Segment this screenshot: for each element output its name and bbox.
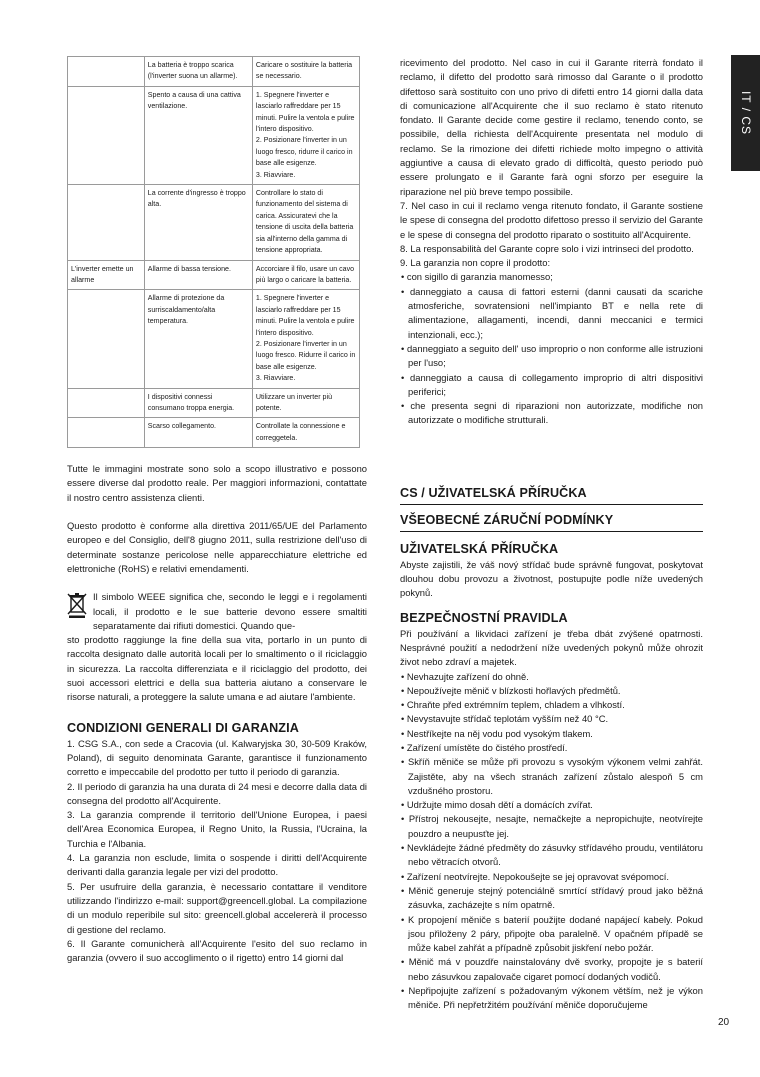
language-tab-label: IT / CS <box>738 90 753 136</box>
table-cell: Controllate la connessione e correggetela. <box>252 418 359 448</box>
table-row <box>68 57 360 87</box>
bullet-item: • che presenta segni di riparazioni non autorizzate, modifiche non autorizzate o modifiche strutturali. <box>401 400 703 426</box>
safety-list <box>400 670 703 1013</box>
table-row <box>68 86 360 184</box>
bullet-item: • Nevkládejte žádné předměty do zásuvky střídavého proudu, ventilátoru nebo větracích otvorů. <box>401 842 703 868</box>
bullet-item: • Měnič má v pouzdře nainstalovány dvě svorky, propojte je s baterií nebo zásuvkou zapalovače cigaret pomocí dodaných vodičů. <box>401 956 703 982</box>
manual-heading: UŽIVATELSKÁ PŘÍRUČKA <box>400 541 559 556</box>
bullet-item: • danneggiato a causa di collegamento improprio di altri dispositivi periferici; <box>401 371 703 397</box>
right-column <box>400 56 703 1013</box>
warranty-list <box>67 737 367 966</box>
bullet-item: • Měnič generuje stejný potenciálně smrtící střídavý proud jako běžná zásuvka, zacházejte s ním opatrně. <box>401 884 703 911</box>
bullet-item: • con sigillo di garanzia manomesso; <box>401 271 553 283</box>
safety-heading: BEZPEČNOSTNÍ PRAVIDLA <box>400 610 568 625</box>
bullet-item: • Nevhazujte zařízení do ohně. <box>401 670 529 682</box>
table-cell: 1. Spegnere l'inverter e lasciarlo raffreddare per 15 minuti. Pulire la ventola e pulire l'intero dispositivo. 2. Posizionare l'inverter in un luogo fresco, ridurre il carico in base alle esigenze. 3. Riavviare. <box>252 86 359 184</box>
table-row <box>68 260 360 290</box>
table-cell: Spento a causa di una cattiva ventilazione. <box>144 86 252 184</box>
bullet-item: • Zařízení neotvírejte. Nepokoušejte se jej opravovat svépomocí. <box>401 870 670 882</box>
table-row <box>68 388 360 418</box>
cs-section-heading: CS / UŽIVATELSKÁ PŘÍRUČKA <box>400 485 587 500</box>
table-cell: Allarme di protezione da surriscaldamento/alta temperatura. <box>144 290 252 388</box>
bullet-item: • Nepřipojujte zařízení s požadovaným výkonem větším, než je výkon měniče. Při nepřetržitém používání měniče doporučujeme <box>401 985 703 1011</box>
list-item: 1. CSG S.A., con sede a Cracovia (ul. Kalwaryjska 30, 30-509 Kraków, Poland), di seguito denominata Garante, garantisce il funzionamento corretto e impeccabile del prodotto per tutto il periodo di garanzia. <box>67 737 367 778</box>
safety-intro: Při používání a likvidaci zařízení je třeba dbát zvýšené opatrnosti. Nesprávné použití a nedodržení níže uvedených pokynů může ohrozit život nebo zdraví a majetek. <box>400 627 703 668</box>
table-cell: La batteria è troppo scarica (l'inverter suona un allarme). <box>144 57 252 87</box>
table-row <box>68 185 360 260</box>
page-number: 20 <box>718 1017 730 1028</box>
bullet-item: • Nestříkejte na něj vodu pod vysokým tlakem. <box>401 727 593 739</box>
table-cell: Caricare o sostituire la batteria se necessario. <box>252 57 359 87</box>
language-side-tab <box>731 55 760 171</box>
troubleshooting-table <box>67 56 360 448</box>
table-cell <box>68 185 145 260</box>
table-cell <box>68 57 145 87</box>
weee-text-start: Il simbolo WEEE significa che, secondo le leggi e i regolamenti locali, il prodotto e le sue batterie devono essere smaltiti separatamente dai rifiuti domestici. Quando que- <box>93 591 367 631</box>
table-cell: 1. Spegnere l'inverter e lasciarlo raffreddare per 15 minuti. Pulire la ventola e pulire l'intero dispositivo. 2. Posizionare l'inverter in un luogo fresco. Ridurre il carico in base alle esigenze. 3. Riavviare. <box>252 290 359 388</box>
bullet-item: • danneggiato a seguito dell' uso improprio o non conforme alle istruzioni per l'uso; <box>401 342 703 369</box>
table-cell <box>68 388 145 418</box>
list-item: 7. Nel caso in cui il reclamo venga ritenuto fondato, il Garante sostiene le spese di consegna del prodotto difettoso presso il servizio del Garante e le spese di consegna del prodotto riparato o sostituito all'Acquirente. <box>400 199 703 240</box>
rohs-statement: Questo prodotto è conforme alla direttiva 2011/65/UE del Parlamento europeo e del Consiglio, dell'8 giugno 2011, sulla restrizione dell'uso di determinate sostanze pericolose nelle apparecchiature elettriche ed elettroniche (RoHS) e relativi emendamenti. <box>67 520 367 574</box>
table-row <box>68 418 360 448</box>
table-row <box>68 290 360 388</box>
divider <box>400 504 703 505</box>
bullet-item: • Zařízení umístěte do čistého prostředí. <box>401 741 568 753</box>
table-cell <box>68 418 145 448</box>
table-cell: Utilizzare un inverter più potente. <box>252 388 359 418</box>
bullet-item: • K propojení měniče s baterií použijte dodané napájecí kabely. Pokud jsou přiloženy 2 páry, připojte oba paralelně. V opačném případě se může kabel zahřát a případně způsobit jiskření nebo požár. <box>401 913 703 954</box>
list-item: 2. Il periodo di garanzia ha una durata di 24 mesi e decorre dalla data di consegna del prodotto all'Acquirente. <box>67 780 367 806</box>
bullet-item: • Přístroj nekousejte, nesajte, nemačkejte a nepropichujte, neotvírejte pouzdro a neupusťte jej. <box>401 813 703 839</box>
weee-bin-icon <box>67 592 93 633</box>
bullet-item: • Nepoužívejte měnič v blízkosti hořlavých předmětů. <box>401 684 621 696</box>
list-item: 9. La garanzia non copre il prodotto: <box>400 257 551 269</box>
warranty-continuation: ricevimento del prodotto. Nel caso in cui il Garante riterrà fondato il reclamo, il difetto del prodotto sarà rimosso dal Garante o il prodotto difettoso sarà sostituito con uno privo di difetti entro 14 giorni dalla data di comunicazione all'Acquirente che il suo reclamo è stato ritenuto fondato. Il Garante decide come gestire il reclamo, tenendo conto, se possibile, della richiesta dell'Acquirente presentata nel modulo di reclamo. Se la rimozione dei difetti richiede molto impegno o attività aggiuntive a causa di elevato grado di difficoltà, questo periodo può essere prolungato e il Garante farà ogni sforzo per eseguire la riparazione nel più breve tempo possibile. <box>400 57 703 197</box>
table-cell: La corrente d'ingresso è troppo alta. <box>144 185 252 260</box>
bullet-item: • Chraňte před extrémním teplem, chladem a vlhkostí. <box>401 699 625 711</box>
cs-warranty-heading: VŠEOBECNÉ ZÁRUČNÍ PODMÍNKY <box>400 512 614 527</box>
table-cell <box>68 86 145 184</box>
bullet-item: • Nevystavujte střídač teplotám vyšším než 40 °C. <box>401 713 609 725</box>
weee-text-rest: sto prodotto raggiunge la fine della sua vita, portarlo in un punto di raccolta designato dalle autorità locali per lo smaltimento o il riciclaggio in sicurezza. La raccolta differenziata e il riciclaggio del prodotto, dei suoi accessori elettrici e della sua batteria aiutano a conservare le risorse naturali, a proteggere la salute umana e ad aiutare l'ambiente. <box>67 634 367 703</box>
images-disclaimer: Tutte le immagini mostrate sono solo a scopo illustrativo e possono essere diverse dal prodotto reale. Per maggiori informazioni, contattate il nostro centro assistenza clienti. <box>67 463 367 503</box>
table-cell: L'inverter emette un allarme <box>68 260 145 290</box>
manual-intro: Abyste zajistili, že váš nový střídač bude správně fungovat, poskytovat dlouhou dobu provozu a životnost, postupujte podle níže uvedených pokynů. <box>400 558 703 599</box>
table-cell <box>68 290 145 388</box>
bullet-item: • Skříň měniče se může při provozu s vysokým výkonem velmi zahřát. Zajistěte, aby na všech stranách zařízení zůstalo alespoň 5 cm vzdušného prostoru. <box>401 756 703 796</box>
left-column <box>67 56 367 965</box>
table-cell: Scarso collegamento. <box>144 418 252 448</box>
list-item: 4. La garanzia non esclude, limita o sospende i diritti dell'Acquirente derivanti dalla garanzia legale per vizi del prodotto. <box>67 852 367 878</box>
bullet-item: • danneggiato a causa di fattori esterni (danni causati da scariche atmosferiche, sovratensioni nell'impianto BT e nella rete di alimentazione, allagamenti, incendi, danni meccanici e termici intenzionali, ecc.); <box>401 285 703 340</box>
table-cell: Controllare lo stato di funzionamento del sistema di carica. Assicuratevi che la tensione di uscita della batteria sia all'interno della gamma di tensione appropriata. <box>252 185 359 260</box>
warranty-heading: CONDIZIONI GENERALI DI GARANZIA <box>67 720 299 735</box>
table-cell: I dispositivi connessi consumano troppa energia. <box>144 388 252 418</box>
bullet-item: • Udržujte mimo dosah dětí a domácích zvířat. <box>401 799 593 811</box>
table-cell: Accorciare il filo, usare un cavo più largo o caricare la batteria. <box>252 260 359 290</box>
list-item: 3. La garanzia comprende il territorio dell'Unione Europea, i paesi dell'Area Economica Europea, il Regno Unito, la Russia, l'Ucraina, la Turchia e l'Albania. <box>67 809 367 849</box>
table-cell: Allarme di bassa tensione. <box>144 260 252 290</box>
list-item: 6. Il Garante comunicherà all'Acquirente l'esito del suo reclamo in garanzia (ovvero il suo accoglimento o il rigetto) entro 14 giorni dal <box>67 937 367 964</box>
divider <box>400 531 703 532</box>
list-item: 5. Per usufruire della garanzia, è necessario contattare il venditore utilizzando l'indirizzo e-mail: support@greencell.global. La compilazione di un modulo reperibile sul sito: greencell.global accelererà il processo di gestione del reclamo. <box>67 880 367 935</box>
weee-block <box>67 590 367 633</box>
list-item: 8. La responsabilità del Garante copre solo i vizi intrinseci del prodotto. <box>400 242 694 254</box>
